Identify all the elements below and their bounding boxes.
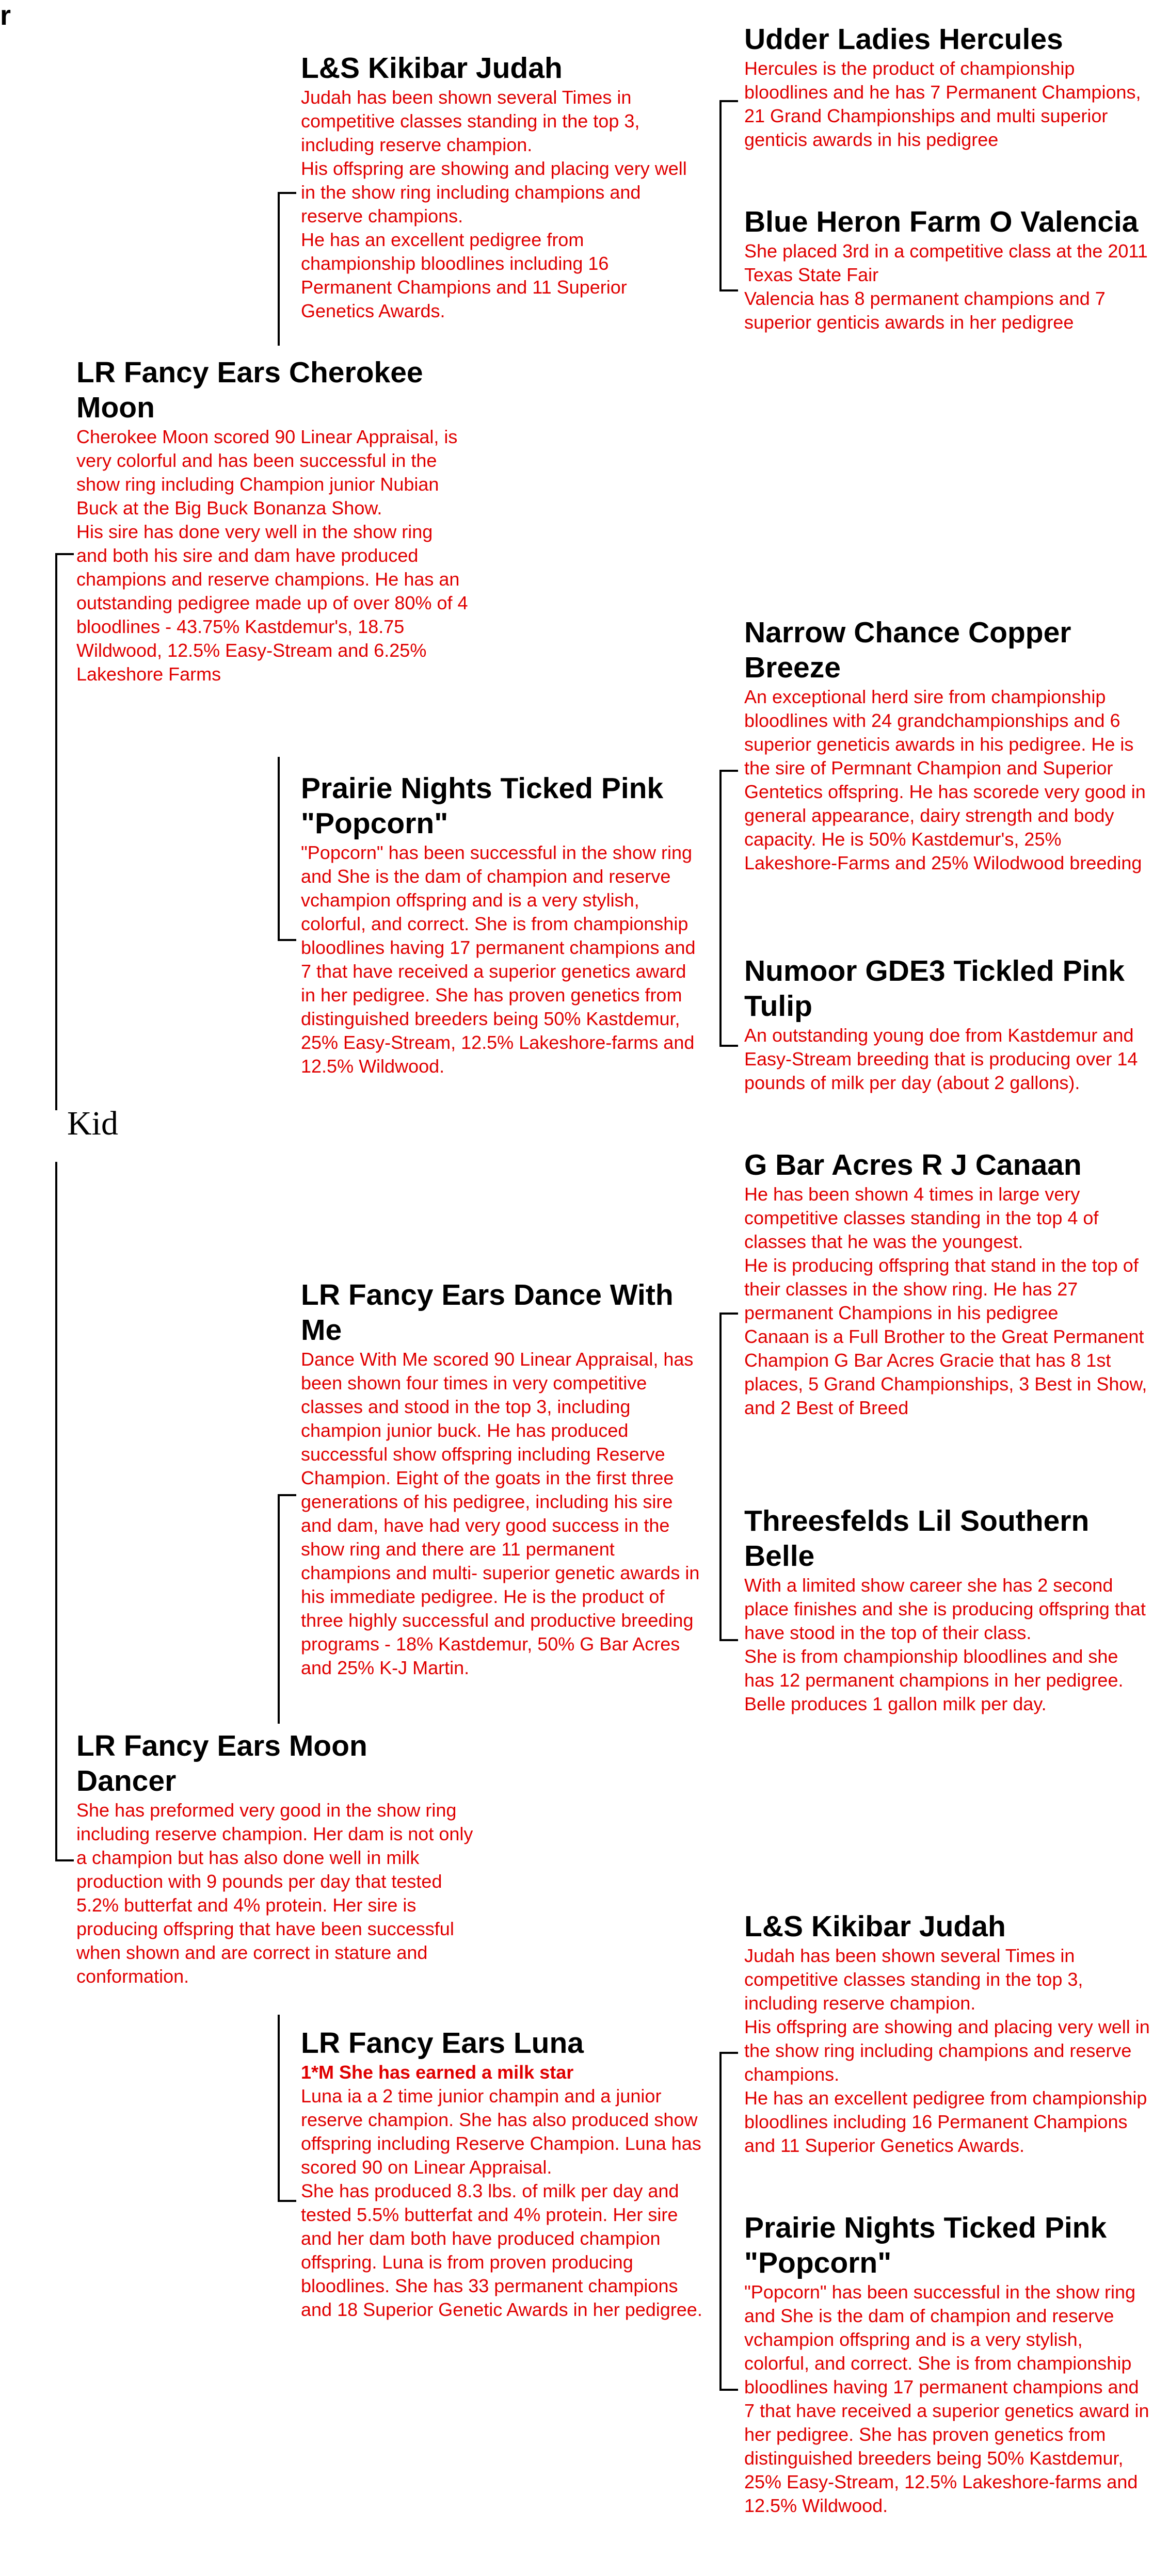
bracket-sire-vertical-bottom xyxy=(278,757,280,941)
sire-dam-name: Prairie Nights Ticked Pink "Popcorn" xyxy=(301,772,664,840)
corner-label: r xyxy=(0,0,11,31)
dam-card xyxy=(76,1728,474,1988)
sire-sire-name: L&S Kikibar Judah xyxy=(301,52,563,85)
bracket-dam-vertical-top xyxy=(278,1494,280,1724)
dds-name: L&S Kikibar Judah xyxy=(744,1910,1006,1943)
dam-name: LR Fancy Ears Moon Dancer xyxy=(76,1729,367,1797)
dsd-name: Threesfelds Lil Southern Belle xyxy=(744,1504,1090,1573)
bracket-sd-vertical xyxy=(719,770,722,1046)
dds-desc-1: Judah has been shown several Times in competitive classes standing in the top 3, including reserve champion. xyxy=(744,1945,1083,2014)
sdd-name: Numoor GDE3 Tickled Pink Tulip xyxy=(744,954,1125,1023)
bracket-subject-tick-bottom xyxy=(55,1859,74,1861)
ssd-name: Blue Heron Farm O Valencia xyxy=(744,205,1139,238)
bracket-sire-vertical-top xyxy=(278,192,280,346)
sire-desc-2: His sire has done very well in the show ring and both his sire and dam have produced champions and reserve champions. He has an outstanding pedigree made up of over 80% of 4 bloodlines - 43.75% Kastdemur's, 18.75 Wildwood, 12.5% Easy-Stream and 6.25% Lakeshore Farms xyxy=(76,521,468,685)
sire-dam-card xyxy=(301,771,703,1078)
dam-sire-name: LR Fancy Ears Dance With Me xyxy=(301,1278,674,1347)
dds-card xyxy=(744,1909,1152,2158)
bracket-sire-tick-bottom xyxy=(278,939,296,941)
bracket-dd-tick-top xyxy=(719,2052,738,2054)
dsd-card xyxy=(744,1503,1152,1716)
dss-card xyxy=(744,1147,1152,1420)
sss-name: Udder Ladies Hercules xyxy=(744,23,1063,56)
bracket-subject-tick-top xyxy=(55,553,74,555)
dss-desc-1: He has been shown 4 times in large very competitive classes standing in the top 4 of classes that he was the youngest. xyxy=(744,1184,1099,1252)
dss-name: G Bar Acres R J Canaan xyxy=(744,1148,1082,1181)
ddd-card xyxy=(744,2210,1152,2518)
bracket-dam-vertical-bottom xyxy=(278,2015,280,2201)
dds-desc-2: His offspring are showing and placing very well in the show ring including champions and reserve champions. xyxy=(744,2016,1150,2085)
ssd-card xyxy=(744,204,1152,334)
bracket-ds-tick-bottom xyxy=(719,1639,738,1641)
dam-desc-1: She has preformed very good in the show ring including reserve champion. Her dam is not only a champion but has also done well in milk production with 9 pounds per day that tested 5.2% butterfat and 4% protein. Her sire is producing offspring that have been successful when shown and are correct in stature and conformation. xyxy=(76,1800,473,1987)
bracket-dd-vertical xyxy=(719,2052,722,2390)
sds-name: Narrow Chance Copper Breeze xyxy=(744,616,1071,684)
bracket-ss-tick-top xyxy=(719,100,738,102)
bracket-dam-tick-bottom xyxy=(278,2200,296,2202)
dsd-desc-2: She is from championship bloodlines and she has 12 permanent champions in her pedigree. Belle produces 1 gallon milk per day. xyxy=(744,1646,1124,1714)
bracket-ss-vertical xyxy=(719,100,722,291)
sire-dam-desc-1: "Popcorn" has been successful in the show ring and She is the dam of champion and reserve vchampion offspring and is a very stylish, colorful, and correct. She is from championship bloodlines having 17 permanent champions and 7 that have received a superior genetics award in her pedigree. She has proven genetics from distinguished breeders being 50% Kastdemur, 25% Easy-Stream, 12.5% Lakeshore-farms and 12.5% Wildwood. xyxy=(301,842,696,1077)
bracket-sd-tick-top xyxy=(719,770,738,772)
dam-dam-name: LR Fancy Ears Luna xyxy=(301,2027,584,2060)
bracket-dd-tick-bottom xyxy=(719,2389,738,2391)
bracket-subject-vertical-top xyxy=(55,553,57,1110)
dam-sire-card xyxy=(301,1277,703,1680)
bracket-ds-tick-top xyxy=(719,1313,738,1315)
bracket-ss-tick-bottom xyxy=(719,289,738,291)
bracket-ds-vertical xyxy=(719,1313,722,1641)
sds-card xyxy=(744,615,1152,875)
sdd-card xyxy=(744,953,1152,1095)
dam-sire-desc-1: Dance With Me scored 90 Linear Appraisal, has been shown four times in very competitive classes and stood in the top 3, including champion junior buck. He has produced successful show offspring including Reserve Champion. Eight of the goats in the first three generations of his pedigree, including his sire and dam, have had very good success in the show ring and there are 11 permanent champions and multi- superior genetic awards in his immediate pedigree. He is the product of three highly successful and productive breeding programs - 18% Kastdemur, 50% G Bar Acres and 25% K-J Martin. xyxy=(301,1349,700,1678)
bracket-dam-tick-top xyxy=(278,1494,296,1496)
dds-desc-3: He has an excellent pedigree from championship bloodlines including 16 Permanent Champions and 11 Superior Genetics Awards. xyxy=(744,2087,1147,2156)
sds-desc-1: An exceptional herd sire from championship bloodlines with 24 grandchampionships and 6 superior geneticis awards in his pedigree. He is the sire of Permnant Champion and Superior Gentetics offspring. He has scorede very good in general appearance, dairy strength and body capacity. He is 50% Kastdemur's, 25% Lakeshore-Farms and 25% Wilodwood breeding xyxy=(744,686,1146,873)
sire-sire-desc-1: Judah has been shown several Times in competitive classes standing in the top 3, including reserve champion. xyxy=(301,87,640,155)
bracket-sire-tick-top xyxy=(278,192,296,194)
dam-dam-desc-2: She has produced 8.3 lbs. of milk per day and tested 5.5% butterfat and 4% protein. Her sire and her dam both have produced champion offspring. Luna is from proven producing bloodlines. She has 33 permanent champions and 18 Superior Genetic Awards in her pedigree. xyxy=(301,2180,702,2320)
sire-desc-1: Cherokee Moon scored 90 Linear Appraisal, is very colorful and has been successful in the show ring including Champion junior Nubian Buck at the Big Buck Bonanza Show. xyxy=(76,426,458,519)
dam-dam-desc-1: Luna ia a 2 time junior champin and a junior reserve champion. She has also produced show offspring including Reserve Champion. Luna has scored 90 on Linear Appraisal. xyxy=(301,2085,701,2178)
sire-sire-desc-2: His offspring are showing and placing very well in the show ring including champions and reserve champions. xyxy=(301,158,687,226)
subject-label: Kid xyxy=(67,1105,118,1142)
dam-dam-card xyxy=(301,2026,703,2322)
ssd-desc-1: She placed 3rd in a competitive class at the 2011 Texas State Fair xyxy=(744,240,1148,285)
ddd-name: Prairie Nights Ticked Pink "Popcorn" xyxy=(744,2211,1107,2279)
sire-card xyxy=(76,355,469,686)
dam-dam-highlight: 1*M She has earned a milk star xyxy=(301,2062,574,2083)
ssd-desc-2: Valencia has 8 permanent champions and 7 superior genticis awards in her pedigree xyxy=(744,288,1106,333)
sdd-desc-1: An outstanding young doe from Kastdemur and Easy-Stream breeding that is producing over 14 pounds of milk per day (about 2 gallons). xyxy=(744,1025,1138,1093)
dsd-desc-1: With a limited show career she has 2 second place finishes and she is producing offspring that have stood in the top of their class. xyxy=(744,1575,1146,1643)
sire-sire-desc-3: He has an excellent pedigree from championship bloodlines including 16 Permanent Champions and 11 Superior Genetics Awards. xyxy=(301,229,627,321)
bracket-sd-tick-bottom xyxy=(719,1045,738,1047)
sss-desc-1: Hercules is the product of championship bloodlines and he has 7 Permanent Champions, 21 Grand Championships and multi superior genticis awards in his pedigree xyxy=(744,58,1141,150)
sire-name: LR Fancy Ears Cherokee Moon xyxy=(76,356,423,424)
sire-sire-card xyxy=(301,51,703,323)
sss-card xyxy=(744,22,1152,152)
dss-desc-2: He is producing offspring that stand in the top of their classes in the show ring. He has 27 permanent Champions in his pedigree xyxy=(744,1255,1139,1323)
bracket-subject-vertical-bottom xyxy=(55,1162,57,1861)
dss-desc-3: Canaan is a Full Brother to the Great Permanent Champion G Bar Acres Gracie that has 8 1st places, 5 Grand Championships, 3 Best in Show, and 2 Best of Breed xyxy=(744,1326,1147,1418)
ddd-desc-1: "Popcorn" has been successful in the show ring and She is the dam of champion and reserve vchampion offspring and is a very stylish, colorful, and correct. She is from championship bloodlines having 17 permanent champions and 7 that have received a superior genetics award in her pedigree. She has proven genetics from distinguished breeders being 50% Kastdemur, 25% Easy-Stream, 12.5% Lakeshore-farms and 12.5% Wildwood. xyxy=(744,2281,1149,2516)
